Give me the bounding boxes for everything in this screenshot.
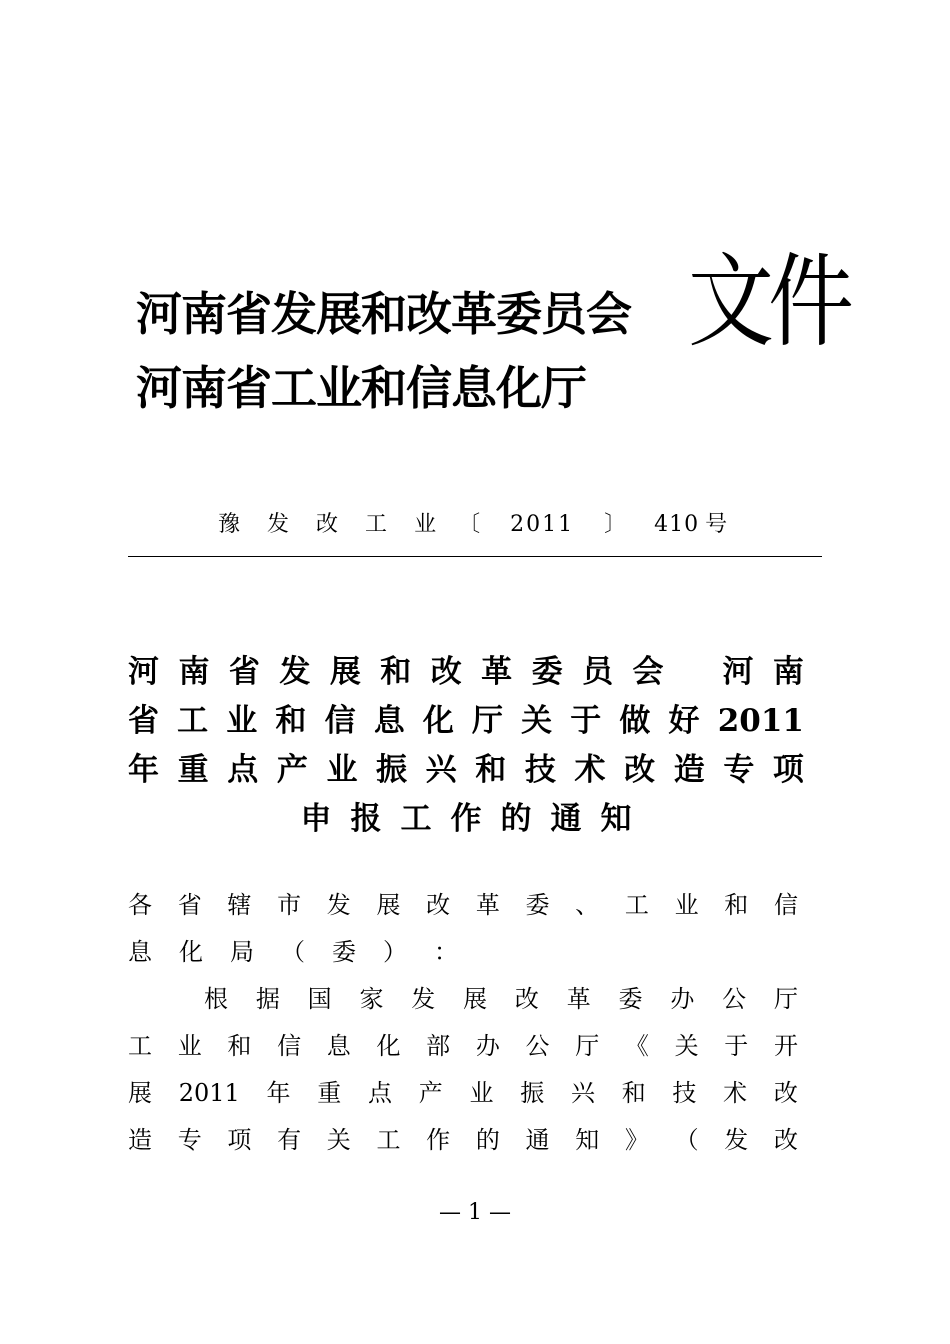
body-char: 革	[475, 891, 500, 919]
body-char: 年	[266, 1079, 291, 1107]
doc-number-bracket-open: 〔	[458, 512, 481, 537]
title-char: 河	[128, 654, 159, 690]
body-char: 专	[177, 1126, 202, 1154]
title-char: 委	[531, 654, 563, 690]
title-char: 业	[326, 752, 358, 788]
body-char: 办	[670, 985, 695, 1013]
body-char: 部	[426, 1032, 451, 1060]
title-char: 做	[619, 703, 651, 739]
title-char: 和	[275, 703, 307, 739]
body-char: 委	[332, 938, 356, 966]
title-char: 术	[574, 752, 606, 788]
body-char: 根	[204, 985, 228, 1013]
title-char: 作	[450, 801, 482, 837]
title-char: 信	[324, 703, 356, 739]
title-line	[128, 703, 804, 752]
body-char: ）	[383, 938, 407, 966]
doc-number-prefix-char: 改	[316, 512, 339, 537]
body-char: 信	[773, 891, 798, 919]
doc-number-prefix-char: 业	[414, 512, 437, 537]
body-char: 开	[773, 1032, 798, 1060]
body-char: 项	[227, 1126, 252, 1154]
title-char: 改	[624, 752, 656, 788]
body-char: 展	[376, 891, 401, 919]
title-char: 报	[350, 801, 382, 837]
doc-number-bracket-close: 〕	[604, 512, 627, 537]
title-char: 技	[524, 752, 556, 788]
body-char: 《	[624, 1032, 649, 1060]
body-char: 委	[618, 985, 643, 1013]
body-char: 据	[255, 985, 280, 1013]
body-char: 息	[326, 1032, 351, 1060]
notice-body	[128, 888, 798, 1170]
title-line	[128, 801, 804, 850]
body-char: 兴	[570, 1079, 595, 1107]
body-char: 2011	[178, 1079, 240, 1107]
body-char: 厅	[575, 1032, 600, 1060]
body-char: 通	[525, 1126, 550, 1154]
body-char: 局	[230, 938, 254, 966]
issuer-line-2: 河南省工业和信息化厅	[136, 361, 586, 415]
doc-number-prefix-char: 发	[267, 512, 290, 537]
body-char: 和	[724, 891, 749, 919]
body-char: 发	[326, 891, 351, 919]
body-line	[128, 888, 798, 935]
body-line	[128, 935, 798, 982]
title-char: 工	[177, 703, 209, 739]
title-char: 工	[400, 801, 432, 837]
title-char: 专	[723, 752, 755, 788]
notice-title	[128, 654, 804, 850]
title-char: 会	[632, 654, 664, 690]
body-char: 》	[624, 1126, 649, 1154]
body-char: 关	[674, 1032, 699, 1060]
title-char: 关	[521, 703, 553, 739]
body-char: 办	[475, 1032, 500, 1060]
body-char: 业	[469, 1079, 494, 1107]
title-char: 造	[673, 752, 705, 788]
title-char: 知	[600, 801, 632, 837]
title-char: 息	[373, 703, 405, 739]
body-char: 公	[722, 985, 747, 1013]
body-char: 展	[463, 985, 488, 1013]
title-char: 兴	[425, 752, 457, 788]
body-char: 息	[128, 938, 152, 966]
body-char: （	[674, 1126, 699, 1154]
body-char: 各	[128, 891, 152, 919]
body-char: 造	[128, 1126, 152, 1154]
body-line	[128, 1029, 798, 1076]
title-char: 发	[279, 654, 311, 690]
body-char: 国	[307, 985, 332, 1013]
doc-number-prefix-char: 豫	[218, 512, 241, 537]
body-char: ：	[434, 938, 458, 966]
body-char: 家	[359, 985, 384, 1013]
body-char: 关	[326, 1126, 351, 1154]
title-char: 化	[422, 703, 454, 739]
body-char: （	[281, 938, 305, 966]
body-char: 和	[227, 1032, 252, 1060]
body-char: 振	[520, 1079, 545, 1107]
body-char: 信	[277, 1032, 302, 1060]
title-char: 通	[550, 801, 582, 837]
body-char: 有	[277, 1126, 302, 1154]
title-char: 省	[128, 703, 159, 739]
body-char: 改	[514, 985, 539, 1013]
page-number: — 1 —	[439, 1200, 511, 1225]
body-char: 作	[426, 1126, 451, 1154]
title-char	[683, 654, 703, 703]
body-char: 改	[773, 1126, 798, 1154]
document-type-label: 文件	[688, 243, 848, 362]
title-line	[128, 654, 804, 703]
body-char: 点	[368, 1079, 393, 1107]
body-char: 展	[128, 1079, 152, 1107]
title-char: 申	[300, 801, 332, 837]
body-char: 技	[672, 1079, 697, 1107]
title-char: 年	[128, 752, 159, 788]
body-char: 工	[128, 1032, 152, 1060]
body-char: 于	[724, 1032, 749, 1060]
body-char: 革	[566, 985, 591, 1013]
body-char: 市	[277, 891, 302, 919]
body-line	[128, 1076, 798, 1123]
document-number	[218, 507, 727, 538]
title-char: 业	[226, 703, 258, 739]
title-char: 厅	[471, 703, 503, 739]
body-char: 工	[376, 1126, 401, 1154]
doc-number-value: 410	[654, 512, 700, 537]
title-char: 展	[329, 654, 361, 690]
doc-number-prefix-char: 工	[365, 512, 388, 537]
title-char: 南	[178, 654, 210, 690]
title-char: 南	[772, 654, 804, 690]
body-char: 、	[575, 891, 600, 919]
title-char: 的	[500, 801, 532, 837]
body-char: 发	[411, 985, 436, 1013]
body-char: 发	[724, 1126, 749, 1154]
body-char: 公	[525, 1032, 550, 1060]
body-char: 委	[525, 891, 550, 919]
title-line	[128, 752, 804, 801]
title-char: 2011	[717, 703, 804, 739]
body-char: 的	[475, 1126, 500, 1154]
body-char: 辖	[227, 891, 252, 919]
title-char: 产	[276, 752, 308, 788]
body-char: 术	[723, 1079, 748, 1107]
title-char: 河	[722, 654, 754, 690]
body-char: 化	[179, 938, 203, 966]
title-char: 和	[380, 654, 412, 690]
body-char: 产	[418, 1079, 443, 1107]
body-char: 改	[773, 1079, 798, 1107]
doc-number-prefix	[218, 507, 436, 538]
body-char: 改	[426, 891, 451, 919]
body-char: 重	[317, 1079, 342, 1107]
body-char: 工	[624, 891, 649, 919]
title-char: 省	[228, 654, 260, 690]
title-char: 革	[481, 654, 513, 690]
body-char: 化	[376, 1032, 401, 1060]
title-char: 振	[376, 752, 408, 788]
issuer-line-1: 河南省发展和改革委员会	[136, 287, 631, 341]
doc-number-year: 2011	[510, 512, 575, 537]
body-line	[128, 1123, 798, 1170]
body-char: 省	[177, 891, 202, 919]
title-char: 员	[582, 654, 614, 690]
title-char: 重	[177, 752, 209, 788]
body-line	[128, 982, 798, 1029]
title-char: 好	[668, 703, 700, 739]
title-char: 于	[570, 703, 602, 739]
title-char: 改	[430, 654, 462, 690]
body-char: 业	[674, 891, 699, 919]
title-char: 点	[227, 752, 259, 788]
body-char: 和	[621, 1079, 646, 1107]
title-char: 和	[475, 752, 507, 788]
doc-number-suffix: 号	[705, 512, 728, 537]
body-char: 业	[177, 1032, 202, 1060]
title-char: 项	[772, 752, 804, 788]
header-divider	[128, 556, 822, 557]
body-char: 厅	[773, 985, 798, 1013]
body-char: 知	[575, 1126, 600, 1154]
